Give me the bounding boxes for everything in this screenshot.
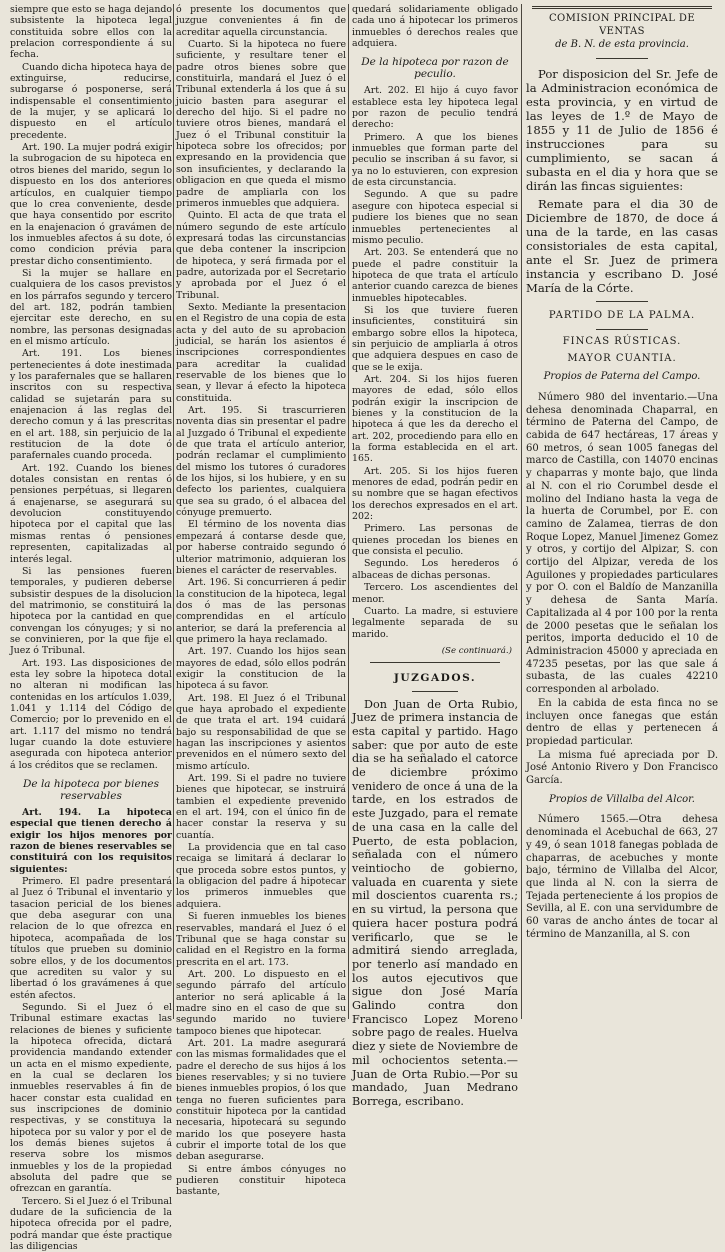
paragraph: Art. 204. Si los hijos fueren mayores de edad, sólo ellos podrán exigir la inscripcion de bienes y la constitucion de la hipoteca á que les da derecho el art. 202, procediendo para ello en la forma establecida en el art. 165. bbox=[352, 373, 518, 465]
paragraph: Por disposicion del Sr. Jefe de la Administracion económica de esta provincia, y en virtud de las leyes de 1.º de Mayo de 1855 y 11 de Julio de 1856 é instrucciones para su cumplimiento, se sacan á subasta en el dia y hora que se dirán las fincas siguientes: bbox=[526, 67, 718, 194]
column-divider bbox=[173, 4, 174, 1019]
paragraph: Art. 192. Cuando los bienes dotales consistan en rentas ó pensiones perpétuas, si llegaren á enajenarse, se asegurará su devolucion constituyendo hipoteca por el capital que las mismas rentas ó pensiones representen, capitalizadas al interés legal. bbox=[10, 462, 172, 565]
paragraph: Primero. El padre presentará al Juez ó Tribunal el inventario y tasacion pericial de los bienes que deba asegurar con una relacion de lo que ofrezca en hipoteca, acompañada de los títulos que prueben su dominio sobre ellos, y de los documentos que acrediten su valor y su libertad ó los gravámenes á que estén afectos. bbox=[10, 876, 172, 1001]
paragraph: Art. 202. El hijo á cuyo favor establece esta ley hipoteca legal por razon de peculio tendrá derecho: bbox=[352, 85, 518, 131]
paragraph: Don Juan de Orta Rubio, Juez de primera instancia de esta capital y partido. Hago saber: que por auto de este dia se ha señalado el catorce de diciembre próximo venidero de once á una de la tarde, en los estrados de este Juzgado, para el remate de una casa en la calle del Puerto, de esta poblacion, señalada con el número veintiocho de gobierno, valuada en cuarenta y siete mil doscientos cuarenta rs.; en su virtud, la persona que quiera hacer postura podrá verificarlo, que se le admitirá siendo arreglada, por tenerlo así mandado en los autos ejecutivos que sigue don José María Galindo contra don Francisco Lopez Moreno sobre pago de reales. Huelva diez y siete de Noviembre de mil ochocientos setenta.—Juan de Orta Rubio.—Por su mandado, Juan Medrano Borrega, escribano. bbox=[352, 697, 518, 1108]
paragraph: Art. 203. Se entenderá que no puede el padre constituir la hipoteca de que trata el artículo anterior cuando carezca de bienes inmuebles hipotecables. bbox=[352, 247, 518, 304]
paragraph: siempre que esto se haga dejando subsistente la hipoteca legal constituida sobre ellos con la prelacion correspondiente á su fecha. bbox=[10, 4, 172, 61]
paragraph: Si la mujer se hallare en cualquiera de los casos previstos en los párrafos segundo y tercero del art. 182, podrán tambien ejercitar este derecho, en su nombre, las personas designadas en el mismo artículo. bbox=[10, 267, 172, 347]
paragraph: Primero. Las personas de quienes procedan los bienes en que consista el peculio. bbox=[352, 523, 518, 558]
paragraph: Art. 205. Si los hijos fueren menores de edad, podrán pedir en su nombre que se hagan efectivos los derechos expresados en el art. 202: bbox=[352, 465, 518, 523]
section-heading: De la hipoteca por bienes reservables bbox=[22, 778, 160, 803]
paragraph: La misma fué apreciada por D. José Antonio Rivero y Don Francisco García. bbox=[526, 749, 718, 787]
column-divider bbox=[348, 4, 349, 1019]
continuation-note: (Se continuará.) bbox=[441, 645, 512, 656]
divider bbox=[412, 691, 458, 692]
column-divider bbox=[521, 4, 522, 1019]
district-title: PARTIDO DE LA PALMA. bbox=[548, 310, 696, 322]
paragraph: La providencia que en tal caso recaiga se limitará á declarar lo que proceda sobre estos puntos, y la obligacion del padre á hipotecar los primeros inmuebles que adquiera. bbox=[176, 842, 346, 910]
paragraph: Art. 195. Si trascurrieren noventa dias sin presentar el padre al Juzgado ó Tribunal el expediente de que trata el artículo anterior, podrán reclamar el cumplimiento del mismo los tutores ó curadores de los hijos, si los hubiere, y en su defecto los parientes, cualquiera que sea su grado, ó el albacea del cónyuge premuerto. bbox=[176, 405, 346, 519]
paragraph: Art. 190. La mujer podrá exigir la subrogacion de su hipoteca en otros bienes del marido, segun lo dispuesto en los dos anteriores artículos, en cualquier tiempo que lo crea conveniente, desde que haya consentido por escrito en la enajenacion ó gravámen de los inmuebles afectos á su dote, ó como condicion prévia para prestar dicho consentimiento. bbox=[10, 142, 172, 267]
paragraph: ó presente los documentos que juzgue convenientes á fin de acreditar aquella circunstancia. bbox=[176, 4, 346, 38]
paragraph: Número 1565.—Otra dehesa denominada el Acebuchal de 663, 27 y 49, ó sean 1018 fanegas poblada de chaparras, de acebuches y monte bajo, término de Villalba del Alcor, que linda al N. con la sierra de Tejada perteneciente á los propios de Sevilla, al E. con una servidumbre de 60 varas de ancho ántes de tocar al término de Manzanilla, al S. con bbox=[526, 814, 718, 940]
paragraph: Art. 191. Los bienes pertenecientes á dote inestimada y los parafernales que se hallaren inscritos con su respectiva calidad se sujetarán para su enajenacion á las reglas del derecho comun y á las prescritas en el art. 188, sin perjuicio de la restitucion de la dote ó parafernales cuando proceda. bbox=[10, 348, 172, 462]
paragraph: Art. 198. El Juez ó el Tribunal que haya aprobado el expediente de que trata el art. 194 cuidará bajo su responsabilidad de que se hagan las inscripciones y asientos prevenidos en el número sexto del mismo artículo. bbox=[176, 692, 346, 772]
paragraph: Primero. A que los bienes inmuebles que forman parte del peculio se inscriban á su favor, si ya no lo estuvieren, con expresion de esta circunstancia. bbox=[352, 131, 518, 189]
paragraph: Remate para el dia 30 de Diciembre de 1870, de doce á una de la tarde, en las casas consistoriales de esta capital, ante el Sr. Juez de primera instancia y escribano D. José María de la Córte. bbox=[526, 197, 718, 296]
paragraph: Cuando dicha hipoteca haya de extinguirse, reducirse, subrogarse ó posponerse, será indispensable el consentimiento de la mujer, y se aplicará lo dispuesto en el artículo precedente. bbox=[10, 61, 172, 141]
fincas-title: FINCAS RÚSTICAS. bbox=[562, 335, 682, 347]
paragraph: Art. 200. Lo dispuesto en el segundo párrafo del artículo anterior no será aplicable á la madre sino en el caso de que su segundo marido no tuviere tampoco bienes que hipotecar. bbox=[176, 968, 346, 1037]
paragraph: Segundo. Si el Juez ó el Tribunal estimare exactas las relaciones de bienes y suficiente la hipoteca ofrecida, dictará providencia mandando extender un acta en el mismo expediente, en la cual se declaren los inmuebles reservables á fin de hacer constar esta cualidad en sus inscripciones de dominio respectivas, y se constituya la hipoteca por su valor y por el de los demás bienes sujetos á reserva sobre los mismos inmuebles y los de la propiedad absoluta del padre que se ofrezcan en garantía. bbox=[10, 1001, 172, 1195]
paragraph: El término de los noventa dias empezará á contarse desde que, por haberse contraido segundo ó ulterior matrimonio, adquieran los bienes el carácter de reservables. bbox=[176, 519, 346, 576]
paragraph: Segundo. A que su padre asegure con hipoteca especial si pudiere los bienes que no sean inmuebles pertenecientes al mismo peculio. bbox=[352, 189, 518, 246]
paragraph: Cuarto. La madre, si estuviere legalmente separada de su marido. bbox=[352, 605, 518, 640]
paragraph: Art. 199. Si el padre no tuviere bienes que hipotecar, se instruirá tambien el expediente prevenido en el art. 194, con el único fin de hacer constar la reserva y su cuantía. bbox=[176, 773, 346, 841]
paragraph: Art. 197. Cuando los hijos sean mayores de edad, sólo ellos podrán exigir la constitucion de la hipoteca á su favor. bbox=[176, 646, 346, 692]
paragraph: quedará solidariamente obligado cada uno á hipotecar los primeros inmuebles ó derechos reales que adquiera. bbox=[352, 4, 518, 50]
paragraph: Si las pensiones fueren temporales, y pudieren deberse subsistir despues de la disolucion del matrimonio, se constituirá la hipoteca por la cantidad en que convengan los cónyuges; y si no se convinieren, por la que fije el Juez ó Tribunal. bbox=[10, 565, 172, 657]
commission-subtitle: de B. N. de esta provincia. bbox=[555, 39, 689, 51]
paragraph: Art. 196. Si concurrieren á pedir la constitucion de la hipoteca, legal dos ó mas de las personas comprendidas en el artículo anterior, se dará la preferencia al que primero la haya reclamado. bbox=[176, 577, 346, 645]
paragraph: Art. 193. Las disposiciones de esta ley sobre la hipoteca dotal no alteran ni modifican las contenidas en los artículos 1.039, 1.041 y 1.114 del Código de Comercio; por lo prevenido en el art. 1.117 del mismo no tendrá lugar cuando la dote estuviere asegurada con hipoteca anterior á los créditos que se reclamen. bbox=[10, 657, 172, 771]
paragraph: Quinto. El acta de que trata el número segundo de este artículo expresará todas las circunstancias que deba contener la inscripcion de hipoteca, y será firmada por el padre, autorizada por el Secretario y aprobada por el Juez ó el Tribunal. bbox=[176, 210, 346, 301]
category-title: MAYOR CUANTIA. bbox=[567, 352, 677, 364]
divider bbox=[532, 6, 712, 9]
commission-title: COMISION PRINCIPAL DE VENTAS bbox=[548, 13, 696, 37]
divider bbox=[596, 58, 648, 59]
paragraph: Art. 201. La madre asegurará con las mismas formalidades que el padre el derecho de sus hijos á los bienes reservables; y si no tuviere bienes inmuebles propios, ó los que tenga no fueren suficientes para constituir hipoteca por la cantidad necesaria, hipotecará su segundo marido los que poseyere hasta cubrir el importe total de los que deban asegurarse. bbox=[176, 1037, 346, 1163]
paragraph: Sexto. Mediante la presentacion en el Registro de una copia de esta acta y del auto de su aprobacion judicial, se harán los asientos é inscripciones correspondientes para acreditar la cualidad reservable de los bienes que lo sean, y llevar á efecto la hipoteca constituida. bbox=[176, 301, 346, 404]
subsection-title: Propios de Villalba del Alcor. bbox=[549, 793, 695, 805]
divider bbox=[596, 301, 648, 302]
divider bbox=[370, 662, 500, 663]
paragraph: Art. 194. La hipoteca especial que tienen derecho á exigir los hijos menores por razon de bienes reservables se constituirá con los requisitos siguientes: bbox=[10, 807, 172, 875]
paragraph: Número 980 del inventario.—Una dehesa denominada Chaparral, en término de Paterna del Campo, de cabida de 647 hectáreas, 17 áreas y 60 metros, ó sean 1005 fanegas del marco de Castilla, con 14070 encinas y chaparras y monte bajo, que linda al N. con el rio Corumbel desde el molino del Indiano hasta la vega de la huerta de Corumbel, por E. con camino de Zalamea, tierras de don Roque Lopez, Manuel Jimenez Gomez y otros, y cortijo del Alpizar, S. con cortijo del Alpizar, vereda de los Aguilones y propiedades particulares y por O. con el Baldío de Manzanilla y dehesa de Santa María. Capitalizada al 4 por 100 por la renta de 2000 pesetas que le señalan los peritos, importa deducido el 10 de Administracion 45000 y apreciada en 47235 pesetas, por las que sale á subasta, de las cuales 42210 corresponden al arbolado. bbox=[526, 391, 718, 696]
column-3 bbox=[352, 4, 518, 1108]
section-heading: De la hipoteca por razon de peculio. bbox=[361, 56, 509, 81]
column-4 bbox=[526, 4, 718, 1019]
paragraph: Si los que tuviere fueren insuficientes, constituirá sin embargo sobre ellos la hipoteca, sin perjuicio de ampliarla á otros que adquiera despues en caso de que se le exija. bbox=[352, 304, 518, 373]
paragraph: En la cabida de esta finca no se incluyen once fanegas que están dentro de ellas y pertenecen á propiedad particular. bbox=[526, 697, 718, 747]
paragraph: Si entre ámbos cónyuges no pudieren constituir hipoteca bastante, bbox=[176, 1163, 346, 1198]
divider bbox=[596, 329, 648, 330]
paragraph: Tercero. Si el Juez ó el Tribunal dudare de la suficiencia de la hipoteca ofrecida por el padre, podrá mandar que éste practique las diligencias bbox=[10, 1195, 173, 1252]
section-title: JUZGADOS. bbox=[393, 672, 477, 685]
subsection-title: Propios de Paterna del Campo. bbox=[543, 371, 701, 383]
paragraph: Si fueren inmuebles los bienes reservables, mandará el Juez ó el Tribunal que se haga constar su calidad en el Registro en la forma prescrita en el art. 173. bbox=[176, 911, 346, 968]
paragraph: Tercero. Los ascendientes del menor. bbox=[352, 582, 518, 605]
paragraph: Segundo. Los herederos ó albaceas de dichas personas. bbox=[352, 558, 518, 581]
column-2 bbox=[176, 4, 346, 1198]
paragraph: Cuarto. Si la hipoteca no fuere suficiente, y resultare tener el padre otros bienes sobre que constituirla, mandará el Juez ó el Tribunal extenderla á los que á su juicio basten para asegurar el derecho del hijo. Si el padre no tuviere otros bienes, mandará el Juez ó el Tribunal constituir la hipoteca sobre los ofrecidos; por expresando en la providencia que son insuficientes, y declarando la obligacion en que queda el mismo padre de ampliarla con los primeros inmuebles que adquiera. bbox=[176, 39, 346, 209]
column-1 bbox=[10, 4, 173, 1252]
